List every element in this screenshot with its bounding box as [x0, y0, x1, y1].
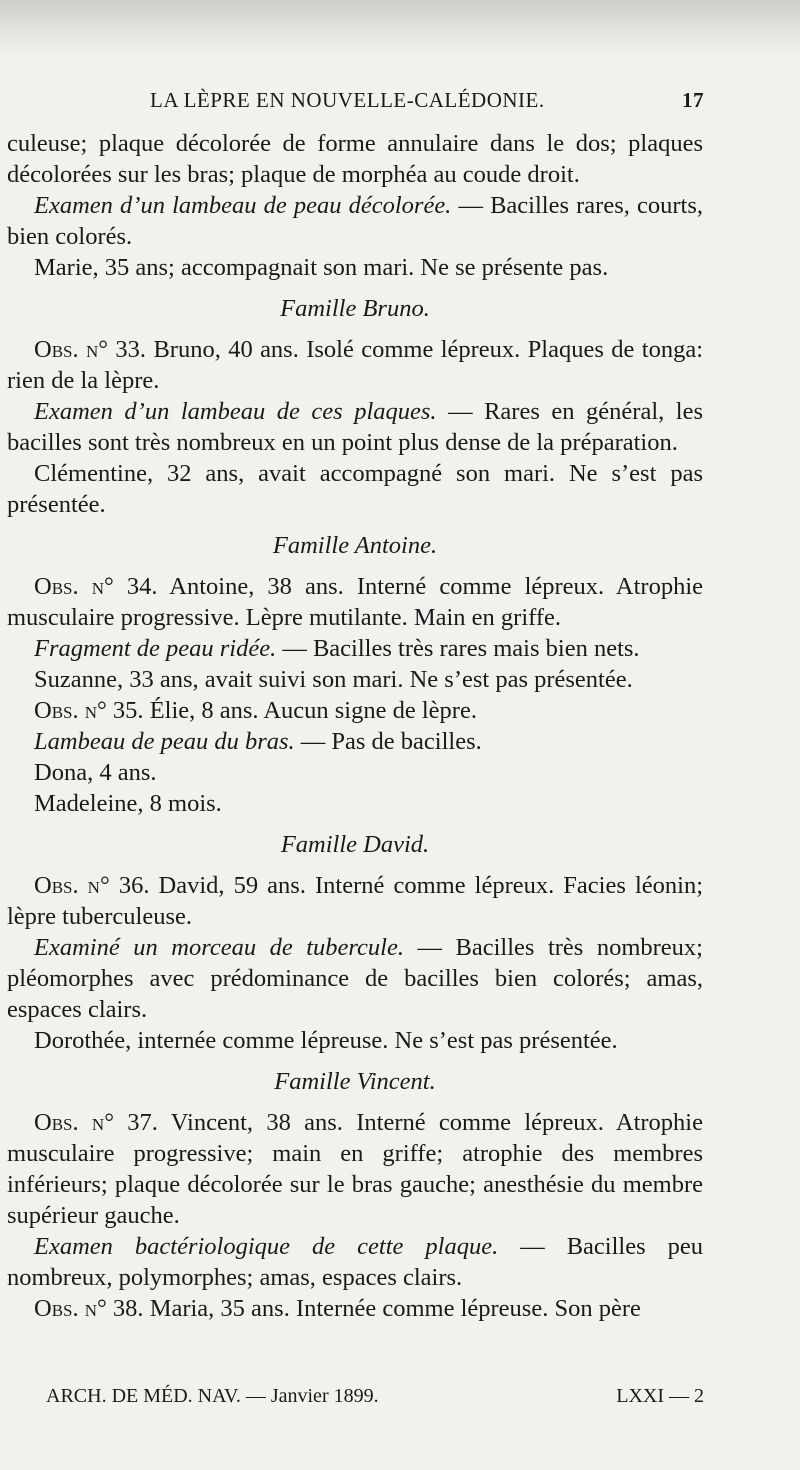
text-run: — Bacilles peu nombreux, polymorphes; amas, espaces clairs.: [7, 1233, 703, 1291]
section-heading: [7, 1066, 703, 1097]
text-run: — Bacilles rares, courts, bien colorés.: [7, 192, 703, 250]
text-run: Dorothée, internée comme lépreuse. Ne s’est pas présentée.: [34, 1027, 618, 1054]
text-run: Madeleine, 8 mois.: [34, 790, 222, 817]
paragraph: [7, 664, 703, 695]
text-run: — Rares en général, les bacilles sont très nombreux en un point plus dense de la préparation.: [7, 398, 703, 456]
text-run: Obs. n° 36.: [34, 872, 150, 899]
text-run: Antoine, 38 ans. Interné comme lépreux. Atrophie musculaire progressive. Lèpre mutilante. Main en griffe.: [7, 573, 703, 631]
paragraph: [7, 396, 703, 458]
text-run: Obs. n° 35.: [34, 697, 144, 724]
text-run: — Bacilles très rares mais bien nets.: [276, 635, 640, 662]
text-run: Famille Bruno.: [280, 295, 430, 322]
text-run: Examen d’un lambeau de peau décolorée.: [34, 192, 452, 219]
text-run: Marie, 35 ans; accompagnait son mari. Ne se présente pas.: [34, 254, 609, 281]
paragraph: [7, 695, 703, 726]
text-run: Obs. n° 37.: [34, 1109, 158, 1136]
paragraph: [7, 726, 703, 757]
text-run: Élie, 8 ans. Aucun signe de lèpre.: [143, 697, 477, 724]
paragraph: [7, 932, 703, 1025]
text-run: Famille Antoine.: [272, 532, 438, 559]
scan-shadow: [0, 0, 800, 60]
paragraph: [7, 757, 703, 788]
section-heading: [7, 530, 703, 561]
text-run: Fragment de peau ridée.: [34, 635, 277, 662]
section-heading: [7, 829, 703, 860]
text-run: Vincent, 38 ans. Interné comme lépreux. Atrophie musculaire progressive; main en griffe; atrophie des membres inférieurs; plaque décolorée sur le bras gauche; anesthésie du membre supérieur gauche.: [7, 1109, 703, 1229]
volume-signature: LXXI — 2: [616, 1385, 704, 1407]
text-run: Famille David.: [280, 831, 430, 858]
paragraph: [7, 1293, 703, 1324]
paragraph: [7, 633, 703, 664]
page-number: 17: [682, 88, 704, 112]
paragraph: [7, 252, 703, 283]
paragraph: [7, 1107, 703, 1231]
paragraph: [7, 458, 703, 520]
paragraph: [7, 1231, 703, 1293]
paragraph: [7, 870, 703, 932]
text-run: Examiné un morceau de tubercule.: [34, 934, 404, 961]
paragraph: [7, 190, 703, 252]
text-run: Clémentine, 32 ans, avait accompagné son mari. Ne s’est pas présentée.: [7, 460, 703, 518]
text-run: Suzanne, 33 ans, avait suivi son mari. Ne s’est pas présentée.: [34, 666, 633, 693]
text-run: Examen d’un lambeau de ces plaques.: [34, 398, 437, 425]
text-run: Bruno, 40 ans. Isolé comme lépreux. Plaques de tonga: rien de la lèpre.: [7, 336, 703, 394]
text-run: Obs. n° 33.: [34, 336, 147, 363]
text-run: — Pas de bacilles.: [294, 728, 482, 755]
paragraph: [7, 571, 703, 633]
text-run: Famille Vincent.: [274, 1068, 436, 1095]
page-body: [7, 128, 703, 1324]
paragraph: [7, 128, 703, 190]
text-run: Lambeau de peau du bras.: [34, 728, 295, 755]
text-run: Obs. n° 34.: [34, 573, 158, 600]
journal-citation: ARCH. DE MÉD. NAV. — Janvier 1899.: [46, 1385, 379, 1407]
text-run: Examen bactériologique de cette plaque.: [34, 1233, 499, 1260]
text-run: Obs. n° 38.: [34, 1295, 144, 1322]
running-title: LA LÈPRE EN NOUVELLE-CALÉDONIE.: [150, 88, 545, 112]
paragraph: [7, 1025, 703, 1056]
text-run: Dona, 4 ans.: [34, 759, 157, 786]
text-run: Maria, 35 ans. Internée comme lépreuse. Son père: [143, 1295, 641, 1322]
text-run: — Bacilles très nombreux; pléomorphes avec prédominance de bacilles bien colorés; amas, espaces clairs.: [7, 934, 703, 1023]
text-run: David, 59 ans. Interné comme lépreux. Facies léonin; lèpre tuberculeuse.: [7, 872, 703, 930]
text-run: culeuse; plaque décolorée de forme annulaire dans le dos; plaques décolorées sur les bras; plaque de morphéa au coude droit.: [7, 130, 703, 188]
paragraph: [7, 334, 703, 396]
paragraph: [7, 788, 703, 819]
section-heading: [7, 293, 703, 324]
